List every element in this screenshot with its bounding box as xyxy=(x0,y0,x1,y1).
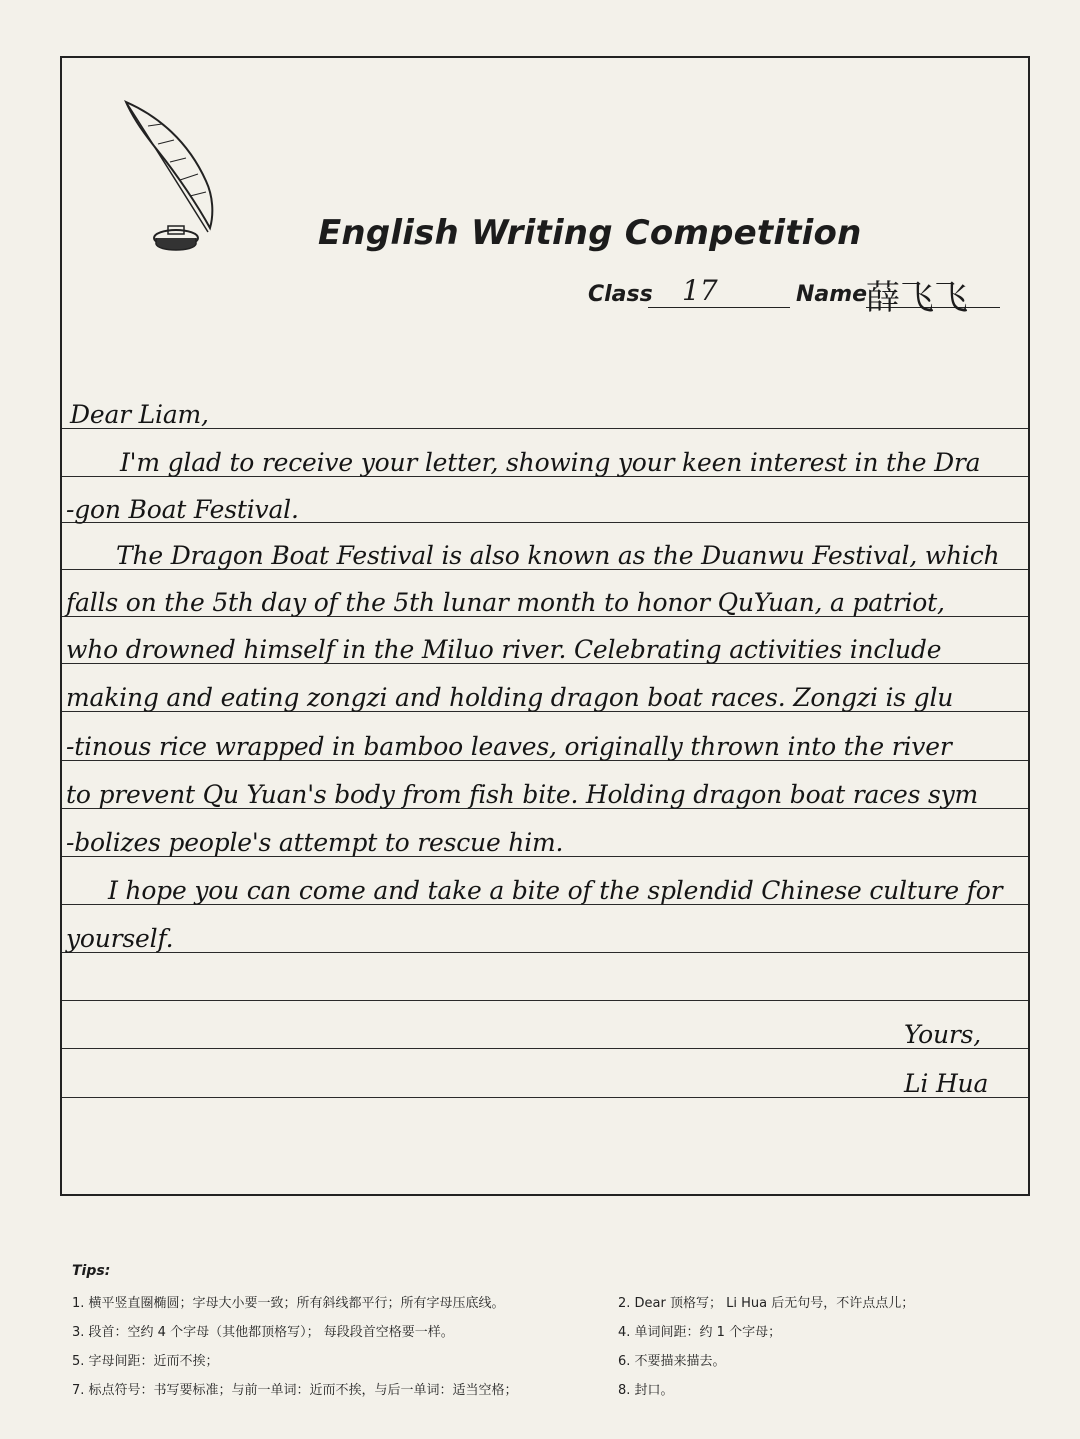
class-underline xyxy=(648,307,790,308)
page-title: English Writing Competition xyxy=(318,213,862,253)
tip-item-7: 7. 标点符号：书写要标准；与前一单词：近而不挨，与后一单词：适当空格； xyxy=(72,1383,518,1398)
letter-line-9: to prevent Qu Yuan's body from fish bite. Holding dragon boat races sym xyxy=(66,780,979,809)
letter-line-7: making and eating zongzi and holding dragon boat races. Zongzi is glu xyxy=(66,683,954,712)
letter-line-6: who drowned himself in the Miluo river. Celebrating activities include xyxy=(66,635,942,664)
tip-item-6: 6. 不要描来描去。 xyxy=(618,1354,726,1369)
ruled-line xyxy=(62,952,1028,953)
tip-item-2: 2. Dear 顶格写； Li Hua 后无句号，不许点点儿； xyxy=(618,1296,915,1311)
quill-inkpot-icon xyxy=(118,96,228,256)
tip-item-3: 3. 段首：空约 4 个字母（其他都顶格写）； 每段段首空格要一样。 xyxy=(72,1325,454,1340)
tip-item-8: 8. 封口。 xyxy=(618,1383,674,1398)
ruled-line xyxy=(62,1097,1028,1098)
ruled-line xyxy=(62,1000,1028,1001)
letter-line-1: Dear Liam, xyxy=(70,400,209,429)
name-value[interactable]: 薛飞飞 xyxy=(866,278,968,318)
letter-line-2: I'm glad to receive your letter, showing your keen interest in the Dra xyxy=(120,448,981,477)
letter-line-11: I hope you can come and take a bite of the splendid Chinese culture for xyxy=(108,876,1003,905)
signature-name: Li Hua xyxy=(904,1069,989,1098)
letter-line-5: falls on the 5th day of the 5th lunar month to honor QuYuan, a patriot, xyxy=(66,588,945,617)
tip-item-1: 1. 横平竖直圈椭圆；字母大小要一致；所有斜线都平行；所有字母压底线。 xyxy=(72,1296,505,1311)
letter-line-12: yourself. xyxy=(66,924,174,953)
closing-yours: Yours, xyxy=(904,1020,982,1049)
tips-title: Tips: xyxy=(72,1263,111,1279)
letter-line-8: -tinous rice wrapped in bamboo leaves, originally thrown into the river xyxy=(66,732,952,761)
name-label: Name xyxy=(796,282,868,307)
class-value[interactable]: 17 xyxy=(682,274,718,307)
tip-item-4: 4. 单词间距：约 1 个字母； xyxy=(618,1325,782,1340)
letter-line-4: The Dragon Boat Festival is also known as the Duanwu Festival, which xyxy=(116,541,1000,570)
tip-item-5: 5. 字母间距：近而不挨； xyxy=(72,1354,219,1369)
class-label: Class xyxy=(588,282,653,307)
letter-line-3: -gon Boat Festival. xyxy=(66,495,299,524)
letter-line-10: -bolizes people's attempt to rescue him. xyxy=(66,828,564,857)
ruled-line xyxy=(62,1048,1028,1049)
